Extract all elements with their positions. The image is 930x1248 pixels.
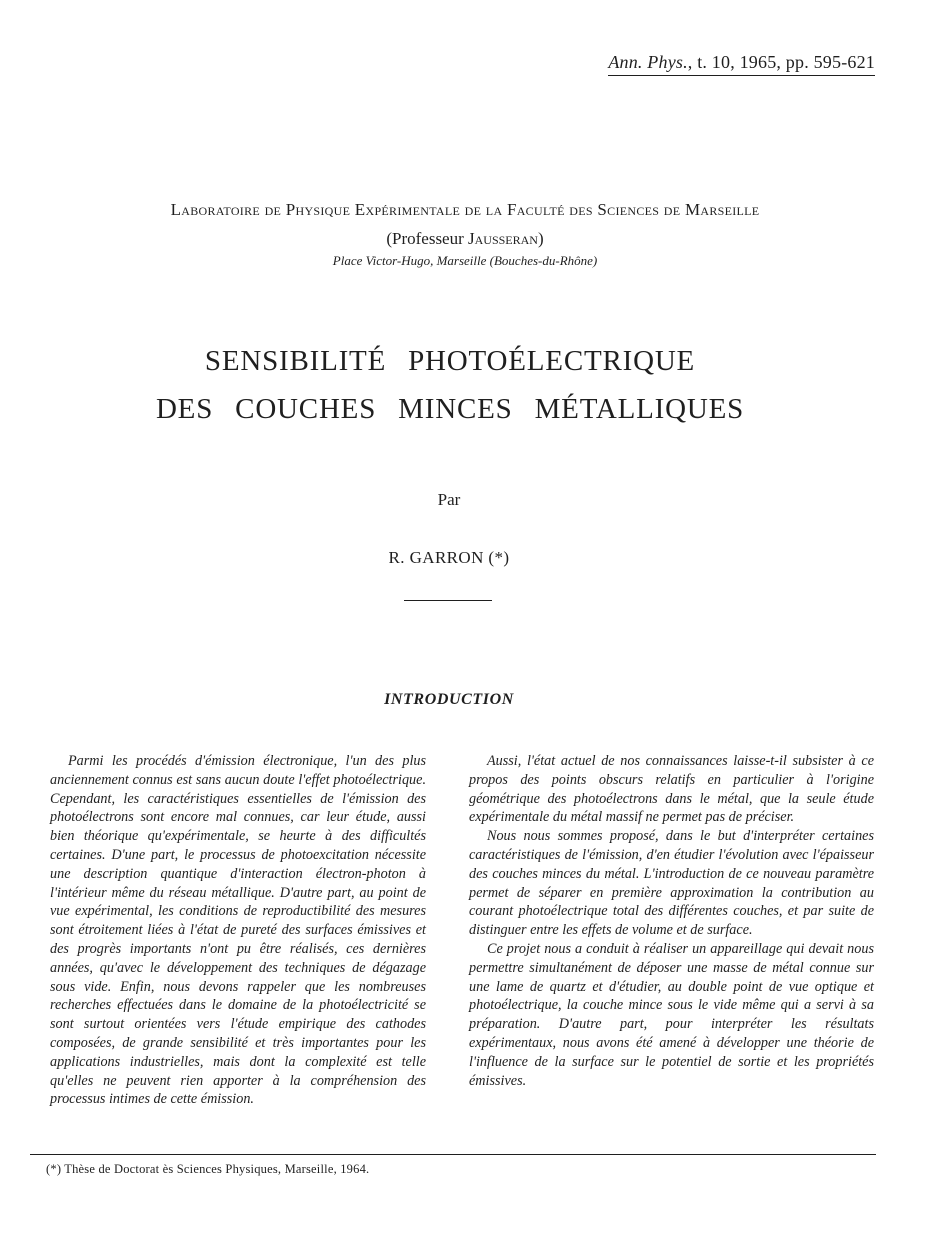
paper-title-line-1: SENSIBILITÉ PHOTOÉLECTRIQUE <box>204 345 696 377</box>
section-heading-introduction: INTRODUCTION <box>384 691 514 708</box>
journal-name: Ann. Phys. <box>608 52 688 72</box>
professor-prefix: (Professeur <box>386 229 469 248</box>
body-paragraph: Parmi les procédés d'émission électronique, l'un des plus anciennement connus est sans aucun doute l'effet photoélectrique. Cependant, les caractéristiques essentielles de l'émission des photoélectrons sont encore mal connues, car leur étude, aussi bien théorique qu'expérimentale, se heurte à des difficultés certaines. D'une part, le processus de photoexcitation nécessite une description quantique d'interaction électron-photon à l'intérieur même du réseau métallique. D'autre part, au point de vue expérimental, les conditions de reproductibilité des mesures sont étroitement liées à l'état de pureté des surfaces émissives et des progrès importants n'ont pu être réalisés, ces dernières années, qu'avec le développement des techniques de dégazage sous vide. Enfin, nous devons rappeler que les nombreuses recherches effectuées dans le domaine de la photoélectricité se sont surtout orientées vers l'étude empirique des cathodes composées, de grande sensibilité et très importantes pour les applications industrielles, mais dont la complexité est telle qu'elles ne peuvent rien apporter à la compréhension des processus intimes de cette émission. <box>50 753 426 1108</box>
professor-suffix: ) <box>537 229 544 248</box>
title-separator-rule <box>404 600 492 601</box>
body-paragraph: Ce projet nous a conduit à réaliser un appareillage qui devait nous permettre simultanément de déposer une masse de métal connue sur une lame de quartz et d'étudier, au double point de vue optique et photoélectrique, la couche mince sous le vide même qui a servi à sa préparation. D'autre part, pour interpréter les résultats expérimentaux, nous avons été amené à développer une théorie de l'influence de la surface sur le potentiel de sortie et les propriétés émissives. <box>469 940 874 1089</box>
body-column-left <box>50 752 426 1109</box>
body-paragraph: Aussi, l'état actuel de nos connaissances laisse-t-il subsister à ce propos des points obscurs relatifs en particulier à l'origine géométrique des photoélectrons dans le métal, que la seule étude expérimentale du métal massif ne permet pas de préciser. <box>469 753 874 826</box>
paper-title-line-2: DES COUCHES MINCES MÉTALLIQUES <box>155 393 745 425</box>
journal-citation <box>608 52 875 76</box>
professor-name: Jausseran <box>468 229 538 248</box>
author-name: R. GARRON (*) <box>388 548 510 567</box>
body-column-right <box>469 752 874 1090</box>
journal-volume-pages: , t. 10, 1965, pp. 595-621 <box>687 52 875 72</box>
footnote-rule <box>30 1154 876 1155</box>
laboratory-address: Place Victor-Hugo, Marseille (Bouches-du-Rhône) <box>332 253 598 268</box>
professor-line <box>0 229 930 249</box>
body-paragraph: Nous nous sommes proposé, dans le but d'interpréter certaines caractéristiques de l'émission, d'en étudier l'évolution avec l'épaisseur des couches minces du métal. L'introduction de ce nouveau paramètre permet de séparer en première approximation la contribution au courant photoélectrique total des différentes couches, et par suite de distinguer entre les effets de volume et de surface. <box>469 828 874 939</box>
byline-par: Par <box>437 490 461 509</box>
laboratory-affiliation: Laboratoire de Physique Expérimentale de la Faculté des Sciences de Marseille <box>170 200 760 219</box>
footnote-thesis: (*) Thèse de Doctorat ès Sciences Physiques, Marseille, 1964. <box>46 1162 370 1176</box>
